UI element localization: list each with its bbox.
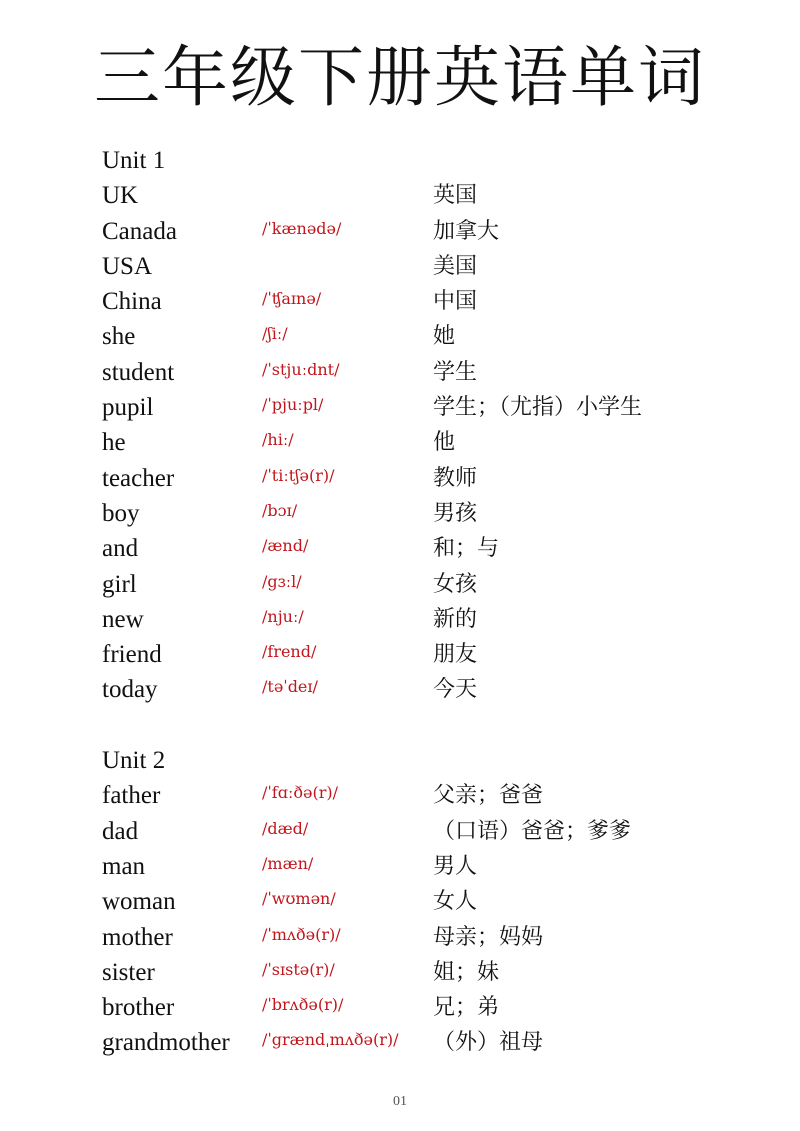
word-row xyxy=(102,531,762,566)
chinese-meaning: 学生；（尤指）小学生 xyxy=(433,395,643,421)
chinese-meaning: 新的 xyxy=(433,606,478,632)
chinese-meaning: （外）祖母 xyxy=(433,1030,544,1056)
chinese-meaning: 英国 xyxy=(433,183,478,209)
word-row xyxy=(102,814,762,849)
english-word: China xyxy=(102,288,162,316)
phonetic-transcription: /ʃiː/ xyxy=(262,324,288,344)
vocabulary-list xyxy=(102,143,762,1061)
english-word: new xyxy=(102,605,144,633)
phonetic-transcription: /ˈkænədə/ xyxy=(262,218,342,238)
phonetic-transcription: /ˈgrændˌmʌðə(r)/ xyxy=(262,1030,399,1050)
phonetic-transcription: /ˈʧaɪnə/ xyxy=(262,289,322,309)
chinese-meaning: 美国 xyxy=(433,253,478,279)
english-word: mother xyxy=(102,923,173,951)
english-word: woman xyxy=(102,888,176,916)
word-row xyxy=(102,955,762,990)
english-word: she xyxy=(102,323,136,351)
english-word: student xyxy=(102,358,175,386)
english-word: Canada xyxy=(102,217,177,245)
unit-spacer xyxy=(102,708,762,743)
chinese-meaning: 加拿大 xyxy=(433,218,500,244)
phonetic-transcription: /bɔɪ/ xyxy=(262,500,298,520)
english-word: grandmother xyxy=(102,1029,230,1057)
word-row xyxy=(102,567,762,602)
chinese-meaning: 女孩 xyxy=(433,571,478,597)
chinese-meaning: （口语）爸爸；爹爹 xyxy=(433,818,632,844)
chinese-meaning: 男人 xyxy=(433,853,478,879)
word-row xyxy=(102,672,762,707)
word-row xyxy=(102,849,762,884)
phonetic-transcription: /hiː/ xyxy=(262,430,294,450)
phonetic-transcription: /njuː/ xyxy=(262,606,304,626)
english-word: UK xyxy=(102,182,139,210)
phonetic-transcription: /ˈwʊmən/ xyxy=(262,889,336,909)
english-word: USA xyxy=(102,252,153,280)
phonetic-transcription: /ˈtiːtʃə(r)/ xyxy=(262,465,335,485)
english-word: today xyxy=(102,676,158,704)
english-word: man xyxy=(102,852,146,880)
phonetic-transcription: /mæn/ xyxy=(262,853,314,873)
page-number: 01 xyxy=(393,1094,407,1109)
word-row xyxy=(102,884,762,919)
phonetic-transcription: /ˈpjuːpl/ xyxy=(262,395,324,415)
chinese-meaning: 他 xyxy=(433,430,456,456)
english-word: pupil xyxy=(102,394,154,422)
english-word: father xyxy=(102,782,161,810)
phonetic-transcription: /frend/ xyxy=(262,642,317,662)
word-row xyxy=(102,390,762,425)
english-word: teacher xyxy=(102,464,175,492)
english-word: girl xyxy=(102,570,137,598)
english-word: brother xyxy=(102,994,175,1022)
chinese-meaning: 女人 xyxy=(433,889,478,915)
chinese-meaning: 学生 xyxy=(433,359,478,385)
chinese-meaning: 姐；妹 xyxy=(433,959,500,985)
unit-heading: Unit 1 xyxy=(102,147,166,174)
word-row xyxy=(102,425,762,460)
english-word: friend xyxy=(102,641,162,669)
phonetic-transcription: /ˈmʌðə(r)/ xyxy=(262,924,341,944)
word-row xyxy=(102,355,762,390)
phonetic-transcription: /ænd/ xyxy=(262,536,309,556)
chinese-meaning: 和；与 xyxy=(433,536,500,562)
unit-heading: Unit 2 xyxy=(102,747,166,775)
word-row xyxy=(102,602,762,637)
phonetic-transcription: /ˈbrʌðə(r)/ xyxy=(262,995,344,1015)
phonetic-transcription: /gɜːl/ xyxy=(262,571,302,591)
word-row xyxy=(102,249,762,284)
phonetic-transcription: /ˈstjuːdnt/ xyxy=(262,359,340,379)
chinese-meaning: 她 xyxy=(433,324,456,350)
chinese-meaning: 父亲；爸爸 xyxy=(433,783,544,809)
word-row xyxy=(102,637,762,672)
word-row xyxy=(102,778,762,813)
phonetic-transcription: /təˈdeɪ/ xyxy=(262,677,318,697)
page-title: 三年级下册英语单词 xyxy=(94,39,706,116)
word-row xyxy=(102,284,762,319)
english-word: sister xyxy=(102,958,155,986)
word-row xyxy=(102,496,762,531)
word-row xyxy=(102,1025,762,1060)
chinese-meaning: 中国 xyxy=(433,289,478,315)
word-row xyxy=(102,920,762,955)
english-word: he xyxy=(102,429,126,457)
chinese-meaning: 朋友 xyxy=(433,642,478,668)
chinese-meaning: 教师 xyxy=(433,465,478,491)
chinese-meaning: 兄；弟 xyxy=(433,995,500,1021)
chinese-meaning: 今天 xyxy=(433,677,478,703)
word-row xyxy=(102,178,762,213)
word-row xyxy=(102,990,762,1025)
word-row xyxy=(102,214,762,249)
english-word: and xyxy=(102,535,139,563)
chinese-meaning: 母亲；妈妈 xyxy=(433,924,544,950)
phonetic-transcription: /dæd/ xyxy=(262,818,309,838)
english-word: dad xyxy=(102,817,139,845)
word-row xyxy=(102,461,762,496)
word-row xyxy=(102,319,762,354)
chinese-meaning: 男孩 xyxy=(433,500,478,526)
phonetic-transcription: /ˈsɪstə(r)/ xyxy=(262,959,335,979)
phonetic-transcription: /ˈfɑːðə(r)/ xyxy=(262,783,338,803)
english-word: boy xyxy=(102,499,140,527)
